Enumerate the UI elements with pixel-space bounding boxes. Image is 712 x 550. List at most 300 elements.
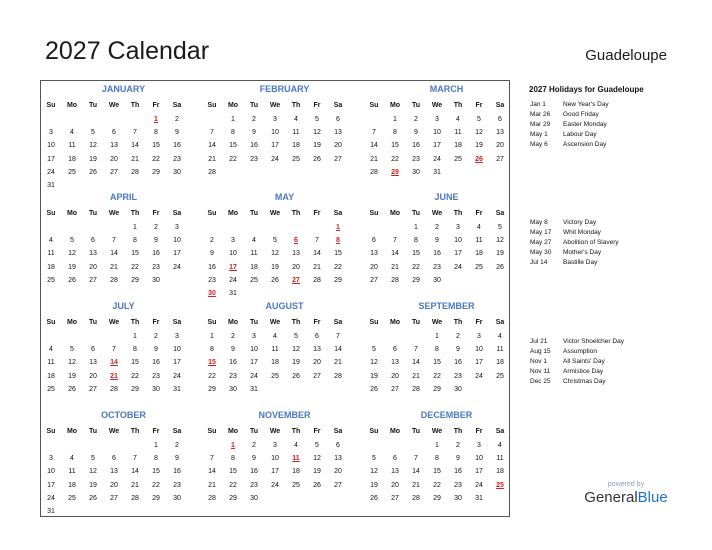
- holiday-day: 17: [229, 263, 237, 271]
- day-cell: 4: [294, 116, 298, 123]
- day-cell: 7: [133, 455, 137, 463]
- weekday-header: Th: [130, 319, 140, 326]
- weekday-header: We: [108, 319, 120, 326]
- day-cell: 22: [229, 481, 237, 489]
- day-cell: 15: [433, 468, 441, 476]
- weekday-header: We: [431, 102, 443, 109]
- day-cell: 14: [412, 468, 420, 476]
- weekday-header: Th: [453, 428, 463, 435]
- weekday-header: Su: [207, 102, 217, 109]
- day-cell: 15: [152, 468, 160, 476]
- day-cell: 23: [454, 481, 462, 489]
- day-cell: 21: [110, 263, 118, 271]
- day-cell: 20: [496, 142, 504, 150]
- day-cell: 3: [273, 442, 277, 449]
- day-cell: 7: [414, 346, 418, 354]
- day-cell: 3: [175, 333, 179, 340]
- day-cell: 6: [336, 442, 340, 449]
- day-cell: 13: [496, 129, 504, 137]
- day-cell: 26: [89, 168, 97, 176]
- weekday-header: Sa: [333, 319, 343, 326]
- day-cell: 3: [456, 224, 460, 231]
- day-cell: 23: [412, 155, 420, 163]
- month-december: [366, 409, 527, 514]
- day-cell: 3: [49, 455, 53, 463]
- weekday-header: Mo: [389, 319, 401, 326]
- holiday-day: 21: [110, 372, 118, 380]
- day-cell: 23: [152, 263, 160, 271]
- weekday-header: Mo: [227, 210, 239, 217]
- day-cell: 11: [292, 129, 300, 137]
- day-cell: 29: [131, 276, 139, 284]
- day-cell: 4: [49, 346, 53, 354]
- day-cell: 14: [391, 250, 399, 258]
- holiday-name: All Saints' Day: [563, 358, 605, 365]
- day-cell: 21: [131, 481, 139, 489]
- day-cell: 10: [47, 142, 55, 150]
- weekday-header: Sa: [172, 102, 182, 109]
- day-cell: 15: [229, 468, 237, 476]
- month-name: JUNE: [434, 192, 459, 202]
- day-cell: 10: [475, 346, 483, 354]
- weekday-header: Tu: [249, 102, 259, 109]
- day-cell: 13: [391, 359, 399, 367]
- day-cell: 10: [173, 237, 181, 245]
- weekday-header: Sa: [495, 319, 505, 326]
- weekday-header: We: [108, 428, 120, 435]
- weekday-header: Fr: [475, 319, 483, 326]
- month-name: FEBRUARY: [259, 84, 310, 94]
- brand-general: General: [584, 489, 638, 506]
- day-cell: 28: [110, 276, 118, 284]
- weekday-header: Su: [46, 210, 56, 217]
- day-cell: 26: [370, 385, 378, 393]
- day-cell: 22: [152, 155, 160, 163]
- day-cell: 5: [372, 346, 376, 354]
- day-cell: 18: [496, 359, 504, 367]
- day-cell: 24: [229, 276, 237, 284]
- day-cell: 5: [294, 333, 298, 340]
- day-cell: 5: [372, 455, 376, 463]
- day-cell: 15: [391, 142, 399, 150]
- holiday-name: Labour Day: [563, 131, 597, 138]
- day-cell: 11: [454, 129, 462, 137]
- page-title: 2027 Calendar: [45, 37, 210, 65]
- day-cell: 15: [433, 359, 441, 367]
- day-cell: 1: [393, 116, 397, 123]
- brand-name: [584, 489, 668, 507]
- day-cell: 26: [313, 155, 321, 163]
- calendar-grid: [40, 80, 510, 517]
- day-cell: 20: [110, 481, 118, 489]
- day-cell: 25: [475, 263, 483, 271]
- holiday-name: Christmas Day: [563, 378, 606, 385]
- weekday-header: Tu: [249, 319, 259, 326]
- day-cell: 14: [313, 250, 321, 258]
- day-cell: 12: [68, 359, 76, 367]
- holiday-date: Mar 29: [530, 121, 551, 128]
- day-cell: 28: [412, 385, 420, 393]
- weekday-header: Fr: [313, 428, 321, 435]
- day-cell: 26: [370, 494, 378, 502]
- holiday-date: Mar 26: [530, 111, 551, 118]
- weekday-header: Fr: [475, 210, 483, 217]
- day-cell: 15: [152, 142, 160, 150]
- day-cell: 28: [110, 385, 118, 393]
- day-cell: 17: [173, 359, 181, 367]
- day-cell: 27: [89, 385, 97, 393]
- day-cell: 4: [70, 129, 74, 137]
- weekday-header: Su: [369, 210, 379, 217]
- weekday-header: Mo: [66, 319, 78, 326]
- day-cell: 17: [475, 468, 483, 476]
- holiday-name: Mother's Day: [563, 249, 602, 256]
- day-cell: 8: [414, 237, 418, 245]
- month-name: SEPTEMBER: [418, 301, 475, 311]
- holiday-day: 1: [154, 116, 158, 123]
- day-cell: 2: [252, 116, 256, 123]
- day-cell: 4: [498, 333, 502, 340]
- day-cell: 23: [229, 372, 237, 380]
- day-cell: 12: [370, 359, 378, 367]
- weekday-header: We: [431, 319, 443, 326]
- day-cell: 21: [131, 155, 139, 163]
- weekday-header: Th: [130, 102, 140, 109]
- day-cell: 15: [229, 142, 237, 150]
- day-cell: 12: [313, 455, 321, 463]
- day-cell: 22: [433, 372, 441, 380]
- day-cell: 6: [91, 237, 95, 245]
- weekday-header: Fr: [313, 319, 321, 326]
- day-cell: 1: [231, 116, 235, 123]
- month-name: JANUARY: [101, 84, 146, 94]
- day-cell: 20: [334, 142, 342, 150]
- day-cell: 24: [173, 263, 181, 271]
- day-cell: 17: [173, 250, 181, 258]
- day-cell: 2: [456, 333, 460, 340]
- day-cell: 19: [313, 142, 321, 150]
- weekday-header: Su: [369, 319, 379, 326]
- month-name: MAY: [274, 192, 295, 202]
- day-cell: 19: [370, 372, 378, 380]
- weekday-header: Sa: [333, 210, 343, 217]
- day-cell: 5: [477, 116, 481, 123]
- day-cell: 29: [229, 494, 237, 502]
- day-cell: 25: [68, 494, 76, 502]
- holiday-date: Jul 21: [530, 338, 548, 345]
- day-cell: 19: [68, 263, 76, 271]
- weekday-header: Su: [46, 102, 56, 109]
- day-cell: 10: [173, 346, 181, 354]
- day-cell: 17: [47, 481, 55, 489]
- day-cell: 9: [252, 455, 256, 463]
- day-cell: 20: [110, 155, 118, 163]
- day-cell: 8: [393, 129, 397, 137]
- day-cell: 25: [292, 155, 300, 163]
- day-cell: 25: [271, 372, 279, 380]
- holiday-date: Jul 14: [530, 259, 548, 266]
- holiday-day: 29: [391, 168, 399, 176]
- holiday-name: Whit Monday: [563, 229, 601, 236]
- weekday-header: Sa: [495, 102, 505, 109]
- weekday-header: Fr: [475, 102, 483, 109]
- day-cell: 18: [68, 155, 76, 163]
- day-cell: 30: [250, 494, 258, 502]
- brand-logo: [584, 480, 668, 507]
- day-cell: 11: [250, 250, 258, 258]
- day-cell: 4: [294, 442, 298, 449]
- day-cell: 25: [47, 385, 55, 393]
- holiday-day: 15: [208, 359, 216, 367]
- day-cell: 27: [110, 168, 118, 176]
- day-cell: 2: [210, 237, 214, 245]
- day-cell: 6: [393, 455, 397, 463]
- day-cell: 12: [313, 129, 321, 137]
- day-cell: 3: [477, 333, 481, 340]
- day-cell: 14: [110, 250, 118, 258]
- day-cell: 10: [454, 237, 462, 245]
- day-cell: 31: [433, 168, 441, 176]
- day-cell: 15: [334, 250, 342, 258]
- weekday-header: Tu: [411, 210, 421, 217]
- weekday-header: Mo: [66, 428, 78, 435]
- weekday-header: Fr: [152, 102, 160, 109]
- day-cell: 16: [454, 468, 462, 476]
- day-cell: 13: [334, 455, 342, 463]
- day-cell: 23: [433, 263, 441, 271]
- day-cell: 7: [210, 455, 214, 463]
- day-cell: 12: [89, 468, 97, 476]
- holiday-day: 14: [110, 359, 118, 367]
- day-cell: 20: [292, 263, 300, 271]
- day-cell: 28: [131, 494, 139, 502]
- day-cell: 10: [271, 129, 279, 137]
- day-cell: 24: [475, 372, 483, 380]
- holiday-date: May 8: [530, 219, 548, 226]
- day-cell: 22: [131, 372, 139, 380]
- day-cell: 27: [370, 276, 378, 284]
- day-cell: 16: [152, 250, 160, 258]
- day-cell: 16: [173, 142, 181, 150]
- day-cell: 2: [252, 442, 256, 449]
- day-cell: 4: [273, 333, 277, 340]
- day-cell: 7: [393, 237, 397, 245]
- day-cell: 9: [175, 455, 179, 463]
- day-cell: 4: [456, 116, 460, 123]
- day-cell: 7: [372, 129, 376, 137]
- weekday-header: Sa: [172, 210, 182, 217]
- day-cell: 1: [154, 442, 158, 449]
- day-cell: 17: [271, 468, 279, 476]
- day-cell: 14: [208, 468, 216, 476]
- day-cell: 22: [152, 481, 160, 489]
- weekday-header: Th: [291, 210, 301, 217]
- day-cell: 9: [175, 129, 179, 137]
- day-cell: 27: [334, 481, 342, 489]
- day-cell: 8: [133, 346, 137, 354]
- day-cell: 24: [433, 155, 441, 163]
- holiday-day: 1: [231, 442, 235, 449]
- day-cell: 22: [208, 372, 216, 380]
- day-cell: 8: [210, 346, 214, 354]
- day-cell: 30: [152, 385, 160, 393]
- day-cell: 4: [49, 237, 53, 245]
- month-may: [204, 191, 365, 296]
- day-cell: 17: [454, 250, 462, 258]
- day-cell: 17: [433, 142, 441, 150]
- day-cell: 23: [152, 372, 160, 380]
- day-cell: 30: [454, 385, 462, 393]
- day-cell: 11: [47, 359, 55, 367]
- day-cell: 1: [210, 333, 214, 340]
- day-cell: 12: [496, 237, 504, 245]
- day-cell: 9: [231, 346, 235, 354]
- weekday-header: Su: [369, 428, 379, 435]
- weekday-header: Tu: [88, 102, 98, 109]
- day-cell: 27: [334, 155, 342, 163]
- holiday-day: 30: [208, 290, 216, 297]
- day-cell: 14: [208, 142, 216, 150]
- day-cell: 5: [498, 224, 502, 231]
- weekday-header: Th: [130, 210, 140, 217]
- day-cell: 19: [68, 372, 76, 380]
- day-cell: 19: [496, 250, 504, 258]
- day-cell: 19: [313, 468, 321, 476]
- day-cell: 3: [477, 442, 481, 449]
- day-cell: 6: [112, 129, 116, 137]
- day-cell: 27: [110, 494, 118, 502]
- day-cell: 17: [475, 359, 483, 367]
- day-cell: 3: [49, 129, 53, 137]
- day-cell: 19: [475, 142, 483, 150]
- day-cell: 24: [271, 481, 279, 489]
- day-cell: 8: [231, 455, 235, 463]
- day-cell: 13: [334, 129, 342, 137]
- holiday-day: 6: [294, 237, 298, 245]
- weekday-header: Th: [291, 428, 301, 435]
- holiday-name: Assumption: [563, 348, 597, 355]
- day-cell: 25: [250, 276, 258, 284]
- day-cell: 20: [89, 263, 97, 271]
- weekday-header: We: [108, 210, 120, 217]
- day-cell: 6: [336, 116, 340, 123]
- weekday-header: Tu: [249, 428, 259, 435]
- day-cell: 11: [496, 455, 504, 463]
- day-cell: 15: [412, 250, 420, 258]
- day-cell: 6: [498, 116, 502, 123]
- day-cell: 31: [173, 385, 181, 393]
- day-cell: 24: [47, 494, 55, 502]
- weekday-header: We: [269, 319, 281, 326]
- month-name: MARCH: [429, 84, 464, 94]
- holiday-name: Good Friday: [563, 111, 599, 118]
- holiday-date: Dec 25: [530, 378, 551, 385]
- weekday-header: We: [431, 428, 443, 435]
- month-august: [204, 300, 365, 405]
- day-cell: 6: [393, 346, 397, 354]
- day-cell: 23: [454, 372, 462, 380]
- weekday-header: Sa: [172, 428, 182, 435]
- day-cell: 8: [133, 237, 137, 245]
- day-cell: 27: [89, 276, 97, 284]
- day-cell: 7: [315, 237, 319, 245]
- weekday-header: Tu: [249, 210, 259, 217]
- day-cell: 1: [435, 333, 439, 340]
- month-october: [43, 409, 204, 514]
- day-cell: 7: [414, 455, 418, 463]
- day-cell: 22: [433, 481, 441, 489]
- day-cell: 29: [334, 276, 342, 284]
- day-cell: 7: [133, 129, 137, 137]
- day-cell: 18: [271, 359, 279, 367]
- holiday-date: Jan 1: [530, 101, 546, 108]
- day-cell: 13: [110, 142, 118, 150]
- day-cell: 16: [433, 250, 441, 258]
- day-cell: 13: [110, 468, 118, 476]
- day-cell: 7: [112, 346, 116, 354]
- day-cell: 22: [412, 263, 420, 271]
- day-cell: 28: [334, 372, 342, 380]
- day-cell: 13: [391, 468, 399, 476]
- holiday-name: Armistice Day: [563, 368, 604, 375]
- day-cell: 31: [47, 508, 55, 515]
- weekday-header: Mo: [389, 210, 401, 217]
- day-cell: 2: [414, 116, 418, 123]
- day-cell: 21: [370, 155, 378, 163]
- weekday-header: Mo: [227, 102, 239, 109]
- day-cell: 12: [89, 142, 97, 150]
- weekday-header: Tu: [411, 319, 421, 326]
- day-cell: 22: [229, 155, 237, 163]
- day-cell: 27: [391, 494, 399, 502]
- month-name: NOVEMBER: [258, 410, 311, 420]
- day-cell: 23: [173, 155, 181, 163]
- day-cell: 28: [313, 276, 321, 284]
- day-cell: 20: [370, 263, 378, 271]
- day-cell: 27: [391, 385, 399, 393]
- holiday-name: Victor Shoelcher Day: [563, 338, 624, 345]
- day-cell: 19: [292, 359, 300, 367]
- day-cell: 1: [435, 442, 439, 449]
- weekday-header: Fr: [152, 428, 160, 435]
- weekday-header: Su: [207, 319, 217, 326]
- day-cell: 25: [292, 481, 300, 489]
- weekday-header: Su: [207, 428, 217, 435]
- day-cell: 23: [250, 481, 258, 489]
- day-cell: 13: [89, 250, 97, 258]
- day-cell: 21: [208, 155, 216, 163]
- day-cell: 5: [91, 129, 95, 137]
- powered-by-text: powered by: [607, 481, 645, 488]
- day-cell: 30: [173, 494, 181, 502]
- day-cell: 30: [412, 168, 420, 176]
- day-cell: 23: [250, 155, 258, 163]
- day-cell: 3: [435, 116, 439, 123]
- month-name: OCTOBER: [101, 410, 146, 420]
- weekday-header: Mo: [227, 428, 239, 435]
- day-cell: 7: [336, 333, 340, 340]
- day-cell: 20: [89, 372, 97, 380]
- weekday-header: Th: [453, 102, 463, 109]
- weekday-header: Th: [130, 428, 140, 435]
- day-cell: 9: [456, 346, 460, 354]
- weekday-header: Sa: [495, 428, 505, 435]
- day-cell: 20: [313, 359, 321, 367]
- holiday-day: 1: [336, 224, 340, 231]
- day-cell: 17: [47, 155, 55, 163]
- weekday-header: Su: [46, 428, 56, 435]
- day-cell: 12: [68, 250, 76, 258]
